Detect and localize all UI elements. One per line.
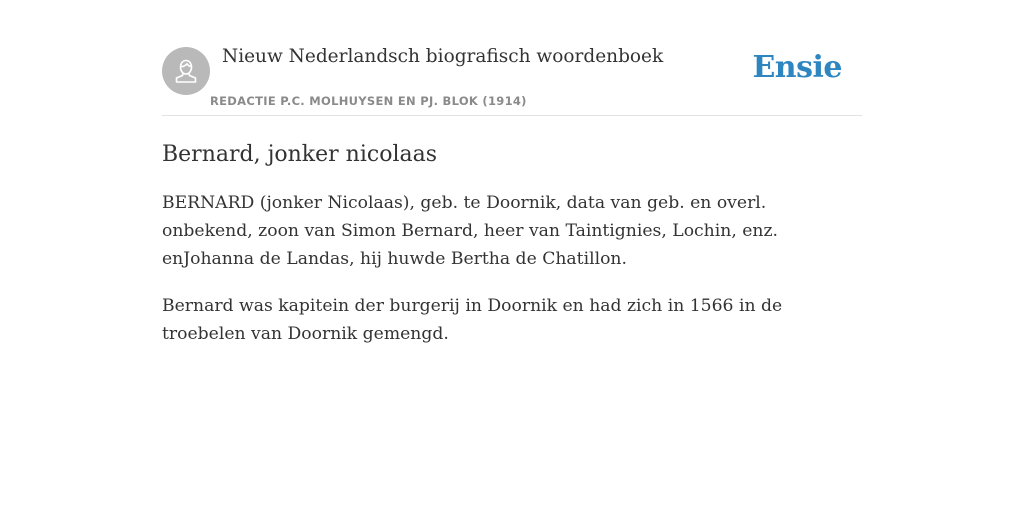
source-title[interactable]: Nieuw Nederlandsch biografisch woordenboek [222, 46, 664, 67]
article-container [162, 0, 862, 348]
avatar[interactable] [162, 47, 210, 95]
article-paragraph: Bernard was kapitein der burgerij in Doornik en had zich in 1566 in de troebelen van Doornik gemengd. [162, 296, 783, 344]
article-paragraph: BERNARD (jonker Nicolaas), geb. te Doornik, data van geb. en overl. onbekend, zoon van Simon Bernard, heer van Taintignies, Lochin, enz. enJohanna de Landas, hij huwde Bertha de Chatillon. [162, 193, 779, 269]
source-editors: REDACTIE P.C. MOLHUYSEN EN PJ. BLOK (1914) [210, 94, 527, 108]
source-header [162, 0, 862, 116]
user-avatar-icon [171, 56, 201, 86]
article-title: Bernard, jonker nicolaas [162, 142, 437, 167]
ensie-logo[interactable]: Ensie [752, 50, 842, 85]
